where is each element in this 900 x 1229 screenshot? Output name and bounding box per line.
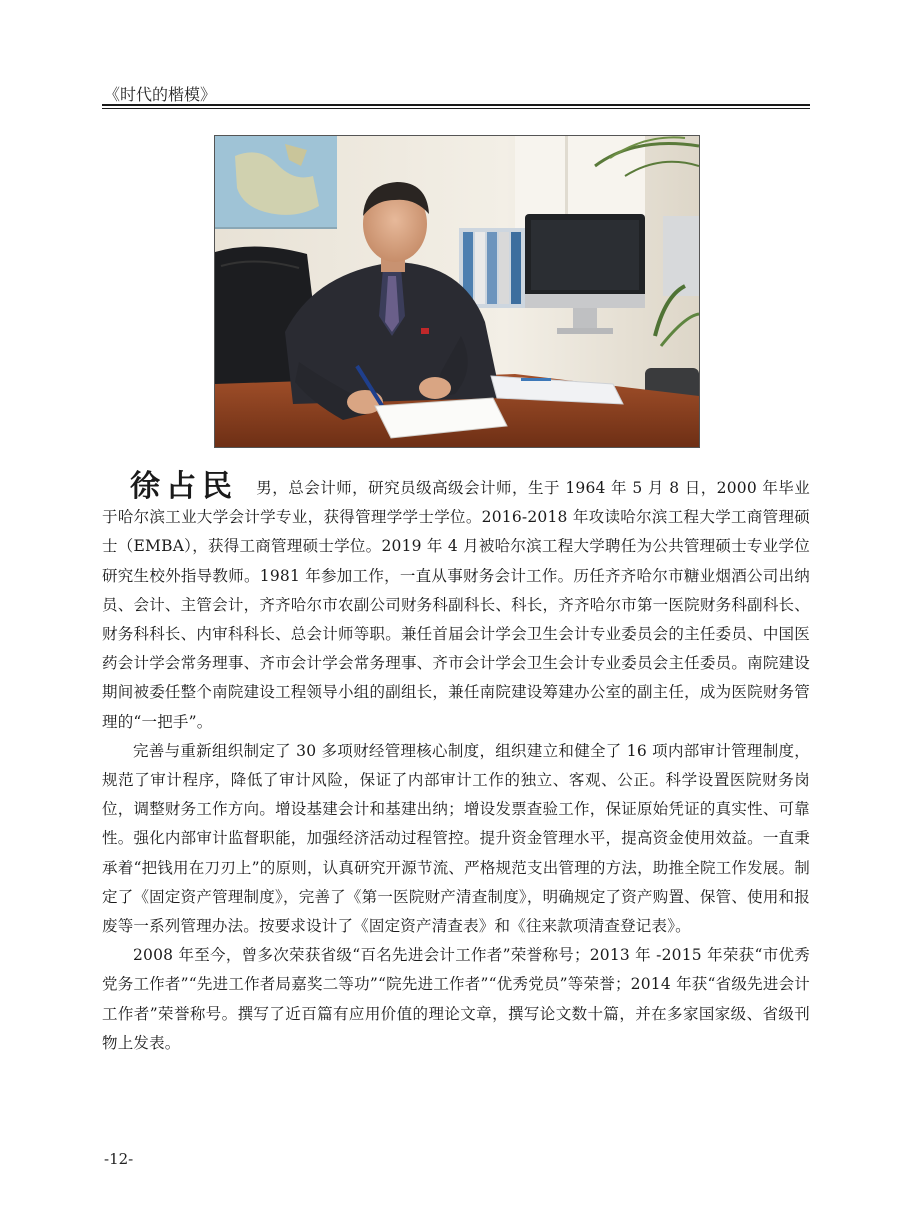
header-rule-thin [102,108,810,109]
article-paragraph: 完善与重新组织制定了 30 多项财经管理核心制度，组织建立和健全了 16 项内部审计管理制度，规范了审计程序，降低了审计风险，保证了内部审计工作的独立、客观、公正。科学设置医院财务岗位，调整财务工作方向。增设基建会计和基建出纳；增设发票查验工作，保证原始凭证的真实性、可靠性。强化内部审计监督职能，加强经济活动过程管控。提升资金管理水平，提高资金使用效益。一直秉承着“把钱用在刀刃上”的原则，认真研究开源节流、严格规范支出管理的方法，助推全院工作发展。制定了《固定资产管理制度》，完善了《第一医院财产清查制度》，明确规定了资产购置、保管、使用和报废等一系列管理办法。按要求设计了《固定资产清查表》和《往来款项清查登记表》。 [102,741,810,936]
article-paragraph: 2008 年至今，曾多次荣获省级“百名先进会计工作者”荣誉称号；2013 年 -2015 年荣获“市优秀党务工作者”“先进工作者局嘉奖二等功”“院先进工作者”“优秀党员”等荣誉；2014 年获“省级先进会计工作者”荣誉称号。撰写了近百篇有应用价值的理论文章，撰写论文数十篇，并在多家国家级、省级刊物上发表。 [102,946,810,1052]
article-paragraph [102,469,810,737]
office-scene-illustration [215,136,699,447]
person-name: 徐占民 [130,469,238,504]
page-number: -12- [104,1150,134,1168]
paragraph-text: 男，总会计师，研究员级高级会计师，生于 1964 年 5 月 8 日，2000 年毕业于哈尔滨工业大学会计学专业，获得管理学学士学位。2016-2018 年攻读哈尔滨工程大学工商管理硕士（EMBA），获得工商管理硕士学位。2019 年 4 月被哈尔滨工程大学聘任为公共管理硕士专业学位研究生校外指导教师。1981 年参加工作，一直从事财务会计工作。历任齐齐哈尔市糖业烟酒公司出纳员、会计、主管会计，齐齐哈尔市农副公司财务科副科长、科长，齐齐哈尔市第一医院财务科副科长、财务科科长、内审科科长、总会计师等职。兼任首届会计学会卫生会计专业委员会的主任委员、中国医药会计学会常务理事、齐市会计学会常务理事、齐市会计学会卫生会计专业委员会主任委员。南院建设期间被委任整个南院建设工程领导小组的副组长，兼任南院建设筹建办公室的副主任，成为医院财务管理的“一把手”。 [102,479,810,731]
article-body [102,469,810,1058]
running-header: 《时代的楷模》 [104,85,217,104]
header-rule-thick [102,104,810,106]
portrait-photo [214,135,700,448]
